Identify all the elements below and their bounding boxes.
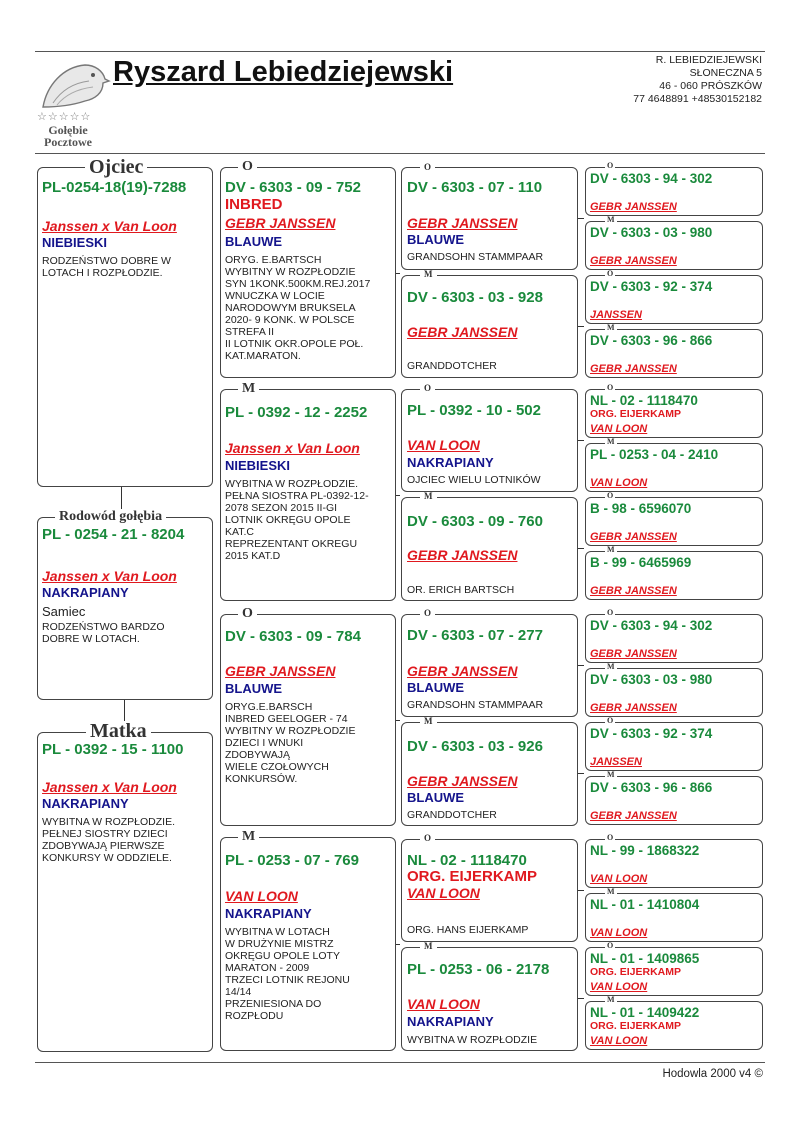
- gen3-box-2[interactable]: [401, 389, 578, 492]
- gen4-extra: ORG. EIJERKAMP: [590, 1020, 682, 1032]
- gen4-breed: GEBR JANSSEN: [590, 648, 677, 660]
- connector: [578, 548, 584, 549]
- gen2-m-label: M: [238, 382, 259, 396]
- connector: [396, 273, 400, 274]
- gen4-breed: VAN LOON: [590, 981, 648, 993]
- gen4-box-6[interactable]: [585, 497, 763, 546]
- connector: [121, 487, 122, 509]
- gen2-inbred: INBRED: [225, 196, 283, 213]
- gen4-m-label: M: [607, 662, 615, 671]
- gen4-box-10[interactable]: [585, 722, 763, 771]
- bird-color: NAKRAPIANY: [42, 585, 129, 600]
- gen3-box-6[interactable]: [401, 839, 578, 942]
- connector: [578, 773, 584, 774]
- gen3-breed: GEBR JANSSEN: [407, 773, 518, 789]
- gen3-note: OR. ERICH BARTSCH: [407, 584, 515, 596]
- gen2-box-2[interactable]: [220, 614, 396, 826]
- gen4-ring: DV - 6303 - 94 - 302: [590, 618, 713, 633]
- footer-rule: [35, 1062, 765, 1063]
- gen4-ring: PL - 0253 - 04 - 2410: [590, 447, 719, 462]
- gen3-breed: VAN LOON: [407, 885, 480, 901]
- mother-color: NAKRAPIANY: [42, 796, 129, 811]
- gen4-extra: ORG. EIJERKAMP: [590, 966, 682, 978]
- gen4-o-label: O: [607, 716, 614, 725]
- gen2-note: WYBITNA W LOTACH W DRUŻYNIE MISTRZ OKRĘGU OPOLE LOTY MARATON - 2009 TRZECI LOTNIK REJONU 14/14 PRZENIESIONA DO ROZPŁODU: [225, 926, 350, 1022]
- gen4-box-2[interactable]: [585, 275, 763, 324]
- gen4-breed: VAN LOON: [590, 423, 648, 435]
- gen4-breed: JANSSEN: [590, 756, 642, 768]
- gen2-o-label: O: [238, 160, 257, 174]
- gen4-box-9[interactable]: [585, 668, 763, 717]
- pigeon-icon: [33, 55, 113, 115]
- gen2-color: BLAUWE: [225, 234, 283, 249]
- connector: [578, 998, 584, 999]
- bird-breed: Janssen x Van Loon: [42, 568, 177, 584]
- gen3-ring: PL - 0392 - 10 - 502: [407, 402, 541, 419]
- gen3-box-0[interactable]: [401, 167, 578, 270]
- mother-note: WYBITNA W ROZPŁODZIE. PEŁNEJ SIOSTRY DZIECI ZDOBYWAJĄ PIERWSZE KONKURSY W ODDZIELE.: [42, 816, 176, 864]
- gen4-ring: B - 98 - 6596070: [590, 501, 692, 516]
- gen2-m-label: M: [238, 830, 259, 844]
- address-line: 77 4648891 +48530152182: [633, 93, 762, 105]
- address-line: SŁONECZNA 5: [689, 67, 762, 79]
- gen4-ring: DV - 6303 - 03 - 980: [590, 225, 713, 240]
- gen4-box-11[interactable]: [585, 776, 763, 825]
- mother-ring: PL - 0392 - 15 - 1100: [42, 741, 184, 758]
- bird-box[interactable]: [37, 517, 213, 700]
- gen4-m-label: M: [607, 323, 615, 332]
- gen2-note: ORYG.E.BARSCH INBRED GEELOGER - 74 WYBITNY W ROZPŁODZIE DZIECI I WNUKI ZDOBYWAJĄ WIELE CZOŁOWYCH KONKURSÓW.: [225, 701, 356, 785]
- connector: [396, 720, 400, 721]
- gen2-ring: PL - 0392 - 12 - 2252: [225, 404, 368, 421]
- gen3-o-label: O: [420, 163, 435, 172]
- gen3-color: NAKRAPIANY: [407, 455, 494, 470]
- gen4-box-1[interactable]: [585, 221, 763, 270]
- gen2-ring: DV - 6303 - 09 - 784: [225, 628, 361, 645]
- gen4-box-3[interactable]: [585, 329, 763, 378]
- gen2-color: NIEBIESKI: [225, 458, 291, 473]
- gen2-breed: GEBR JANSSEN: [225, 663, 336, 679]
- mother-label: Matka: [86, 721, 151, 741]
- father-color: NIEBIESKI: [42, 235, 108, 250]
- gen4-box-5[interactable]: [585, 443, 763, 492]
- gen3-breed: GEBR JANSSEN: [407, 215, 518, 231]
- gen3-note: ORG. HANS EIJERKAMP: [407, 924, 529, 936]
- gen4-breed: VAN LOON: [590, 873, 648, 885]
- gen4-ring: DV - 6303 - 96 - 866: [590, 780, 713, 795]
- gen3-m-label: M: [420, 942, 437, 951]
- bird-note: RODZEŃSTWO BARDZO DOBRE W LOTACH.: [42, 621, 165, 645]
- gen4-breed: GEBR JANSSEN: [590, 363, 677, 375]
- gen2-color: BLAUWE: [225, 681, 283, 696]
- gen4-ring: NL - 01 - 1409865: [590, 951, 700, 966]
- logo: [33, 55, 113, 151]
- gen3-ring: DV - 6303 - 07 - 277: [407, 627, 543, 644]
- gen4-o-label: O: [607, 608, 614, 617]
- father-ring: PL-0254-18(19)-7288: [42, 179, 187, 196]
- gen3-breed: GEBR JANSSEN: [407, 547, 518, 563]
- gen4-breed: JANSSEN: [590, 309, 642, 321]
- gen4-box-4[interactable]: [585, 389, 763, 438]
- gen3-ring: NL - 02 - 1118470: [407, 852, 527, 869]
- gen3-note: GRANDSOHN STAMMPAAR: [407, 699, 544, 711]
- gen3-note: GRANDDOTCHER: [407, 360, 497, 372]
- gen4-o-label: O: [607, 383, 614, 392]
- mother-breed: Janssen x Van Loon: [42, 779, 177, 795]
- gen4-breed: GEBR JANSSEN: [590, 255, 677, 267]
- top-rule: [35, 51, 765, 52]
- gen4-ring: DV - 6303 - 92 - 374: [590, 726, 713, 741]
- gen3-box-7[interactable]: [401, 947, 578, 1051]
- gen3-color: BLAUWE: [407, 680, 465, 695]
- gen3-breed: VAN LOON: [407, 996, 480, 1012]
- gen4-breed: GEBR JANSSEN: [590, 201, 677, 213]
- gen3-color: NAKRAPIANY: [407, 1014, 494, 1029]
- gen3-note: GRANDSOHN STAMMPAAR: [407, 251, 544, 263]
- page-title: Ryszard Lebiedziejewski: [113, 56, 454, 88]
- gen2-note: ORYG. E.BARTSCH WYBITNY W ROZPŁODZIE SYN 1KONK.500KM.REJ.2017 WNUCZKA W LOCIE NARODOWYM BRUKSELA 2020- 9 KONK. W POLSCE STREFA II II LOTNIK OKR.OPOLE POŁ. KAT.MARATON.: [225, 254, 371, 362]
- connector: [396, 944, 400, 945]
- gen3-ring: DV - 6303 - 07 - 110: [407, 179, 543, 196]
- gen4-ring: NL - 02 - 1118470: [590, 393, 698, 408]
- gen2-breed: VAN LOON: [225, 888, 298, 904]
- gen3-breed: GEBR JANSSEN: [407, 663, 518, 679]
- gen2-ring: DV - 6303 - 09 - 752: [225, 179, 361, 196]
- header-rule: [35, 153, 765, 154]
- gen3-ring: PL - 0253 - 06 - 2178: [407, 961, 550, 978]
- gen4-ring: NL - 01 - 1409422: [590, 1005, 700, 1020]
- gen4-o-label: O: [607, 269, 614, 278]
- gen2-box-3[interactable]: [220, 837, 396, 1051]
- gen4-ring: DV - 6303 - 94 - 302: [590, 171, 713, 186]
- gen4-breed: VAN LOON: [590, 477, 648, 489]
- gen4-ring: B - 99 - 6465969: [590, 555, 692, 570]
- gen2-breed: Janssen x Van Loon: [225, 440, 360, 456]
- gen4-extra: ORG. EIJERKAMP: [590, 408, 682, 420]
- gen4-ring: DV - 6303 - 96 - 866: [590, 333, 713, 348]
- father-box[interactable]: [37, 167, 213, 487]
- connector: [578, 440, 584, 441]
- gen3-box-4[interactable]: [401, 614, 578, 717]
- connector: [578, 218, 584, 219]
- gen4-breed: VAN LOON: [590, 927, 648, 939]
- gen4-m-label: M: [607, 995, 615, 1004]
- father-note: RODZEŃSTWO DOBRE W LOTACH I ROZPŁODZIE.: [42, 255, 171, 279]
- breeder-address: [633, 54, 762, 106]
- gen3-o-label: O: [420, 609, 435, 618]
- gen3-note: WYBITNA W ROZPŁODZIE: [407, 1034, 538, 1046]
- gen4-o-label: O: [607, 491, 614, 500]
- connector: [578, 665, 584, 666]
- gen4-m-label: M: [607, 770, 615, 779]
- bird-ring: PL - 0254 - 21 - 8204: [42, 526, 185, 543]
- gen3-color: BLAUWE: [407, 790, 465, 805]
- gen3-ring: DV - 6303 - 03 - 928: [407, 289, 543, 306]
- gen3-m-label: M: [420, 492, 437, 501]
- gen4-o-label: O: [607, 161, 614, 170]
- gen2-ring: PL - 0253 - 07 - 769: [225, 852, 359, 869]
- footer-text: Hodowla 2000 v4 ©: [662, 1068, 763, 1080]
- gen3-breed: VAN LOON: [407, 437, 480, 453]
- gen4-m-label: M: [607, 215, 615, 224]
- gen3-o-label: O: [420, 384, 435, 393]
- gen3-breed: GEBR JANSSEN: [407, 324, 518, 340]
- gen3-color: BLAUWE: [407, 232, 465, 247]
- gen3-box-5[interactable]: [401, 722, 578, 826]
- gen3-ring: DV - 6303 - 03 - 926: [407, 738, 543, 755]
- gen4-o-label: O: [607, 833, 614, 842]
- gen4-m-label: M: [607, 545, 615, 554]
- gen3-m-label: M: [420, 717, 437, 726]
- gen2-breed: GEBR JANSSEN: [225, 215, 336, 231]
- father-breed: Janssen x Van Loon: [42, 218, 177, 234]
- gen4-ring: NL - 01 - 1410804: [590, 897, 700, 912]
- gen3-o-label: O: [420, 834, 435, 843]
- connector: [578, 326, 584, 327]
- pedigree-label: Rodowód gołębia: [55, 510, 166, 524]
- gen3-box-3[interactable]: [401, 497, 578, 601]
- gen2-note: WYBITNA W ROZPŁODZIE. PEŁNA SIOSTRA PL-0392-12- 2078 SEZON 2015 II-GI LOTNIK OKRĘGU OPOLE KAT.C REPREZENTANT OKREGU 2015 KAT.D: [225, 478, 369, 562]
- gen4-box-13[interactable]: [585, 893, 763, 942]
- gen2-o-label: O: [238, 607, 257, 621]
- gen4-breed: GEBR JANSSEN: [590, 531, 677, 543]
- gen4-m-label: M: [607, 437, 615, 446]
- address-line: R. LEBIEDZIEJEWSKI: [655, 54, 762, 66]
- logo-text-2: Pocztowe: [44, 135, 92, 149]
- father-label: Ojciec: [85, 157, 147, 177]
- gen3-extra: ORG. EIJERKAMP: [407, 868, 538, 885]
- gen3-box-1[interactable]: [401, 275, 578, 378]
- mother-box[interactable]: [37, 732, 213, 1052]
- gen4-ring: DV - 6303 - 03 - 980: [590, 672, 713, 687]
- logo-stars: ☆☆☆☆☆: [37, 111, 92, 123]
- gen3-ring: DV - 6303 - 09 - 760: [407, 513, 543, 530]
- logo-text-1: Gołębie: [48, 123, 88, 137]
- gen4-ring: DV - 6303 - 92 - 374: [590, 279, 713, 294]
- gen3-note: OJCIEC WIELU LOTNIKÓW: [407, 474, 541, 486]
- gen4-breed: GEBR JANSSEN: [590, 585, 677, 597]
- bird-sex: Samiec: [42, 604, 86, 619]
- gen4-box-15[interactable]: [585, 1001, 763, 1050]
- gen4-m-label: M: [607, 887, 615, 896]
- gen2-box-1[interactable]: [220, 389, 396, 601]
- gen3-m-label: M: [420, 270, 437, 279]
- gen4-o-label: O: [607, 941, 614, 950]
- gen4-box-12[interactable]: [585, 839, 763, 888]
- gen4-box-0[interactable]: [585, 167, 763, 216]
- gen3-note: GRANDDOTCHER: [407, 809, 497, 821]
- address-line: 46 - 060 PRÓSZKÓW: [659, 80, 762, 92]
- gen2-box-0[interactable]: [220, 167, 396, 378]
- gen4-box-14[interactable]: [585, 947, 763, 996]
- gen4-box-8[interactable]: [585, 614, 763, 663]
- gen2-color: NAKRAPIANY: [225, 906, 312, 921]
- gen4-breed: GEBR JANSSEN: [590, 810, 677, 822]
- connector: [578, 890, 584, 891]
- gen4-breed: GEBR JANSSEN: [590, 702, 677, 714]
- connector: [396, 495, 400, 496]
- gen4-ring: NL - 99 - 1868322: [590, 843, 700, 858]
- gen4-breed: VAN LOON: [590, 1035, 648, 1047]
- gen4-box-7[interactable]: [585, 551, 763, 600]
